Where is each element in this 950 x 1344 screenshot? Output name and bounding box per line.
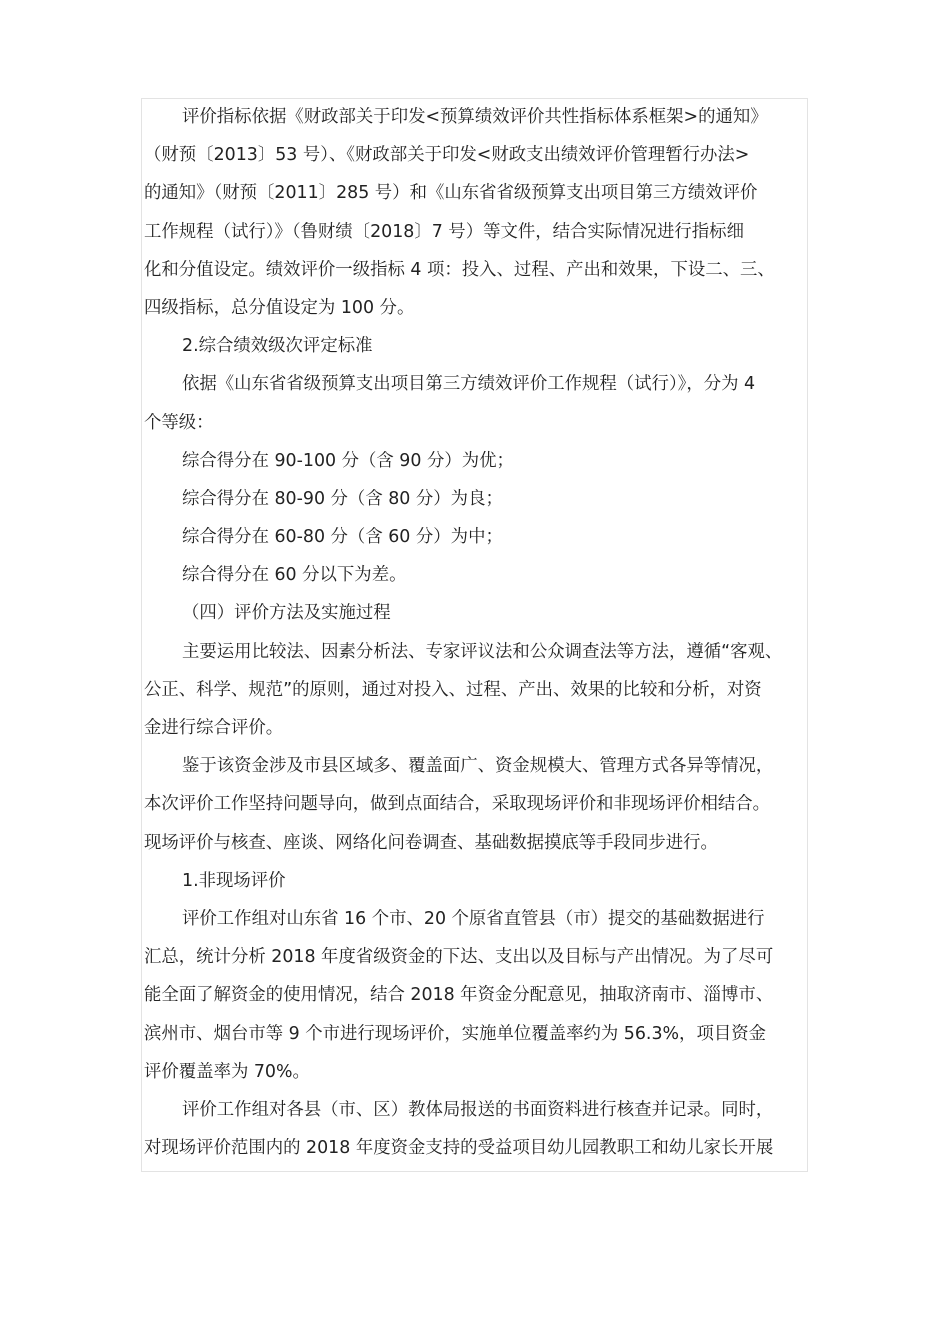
text-line: （四）评价方法及实施过程	[182, 603, 391, 624]
text-line: 金进行综合评价。	[144, 718, 284, 738]
text-line: 本次评价工作坚持问题导向，做到点面结合，采取现场评价和非现场评价相结合。	[144, 794, 771, 815]
text-line: 综合得分在 60-80 分（含 60 分）为中；	[182, 527, 503, 548]
text-line: 汇总，统计分析 2018 年度省级资金的下达、支出以及目标与产出情况。为了尽可	[144, 947, 774, 968]
text-line: 滨州市、烟台市等 9 个市进行现场评价，实施单位覆盖率约为 56.3%，项目资金	[144, 1023, 767, 1044]
text-line: 2.综合绩效级次评定标准	[182, 336, 373, 357]
text-line: 能全面了解资金的使用情况，结合 2018 年资金分配意见，抽取济南市、淄博市、	[144, 985, 774, 1006]
document-body	[144, 98, 808, 1167]
text-line: 个等级：	[144, 412, 214, 433]
text-line: 四级指标，总分值设定为 100 分。	[144, 297, 415, 318]
text-line: 评价指标依据《财政部关于印发<预算绩效评价共性指标体系框架>的通知》	[182, 107, 768, 127]
text-line: 1.非现场评价	[182, 870, 286, 891]
text-line: 评价工作组对山东省 16 个市、20 个原省直管县（市）提交的基础数据进行	[182, 908, 765, 929]
text-line: 现场评价与核查、座谈、网络化问卷调查、基础数据摸底等手段同步进行。	[144, 832, 718, 853]
text-line: 综合得分在 90-100 分（含 90 分）为优；	[182, 450, 514, 471]
text-line: 主要运用比较法、因素分析法、专家评议法和公众调查法等方法，遵循“客观、	[182, 641, 783, 662]
text-line: 综合得分在 80-90 分（含 80 分）为良；	[182, 488, 503, 509]
text-line: 对现场评价范围内的 2018 年度资金支持的受益项目幼儿园教职工和幼儿家长开展	[144, 1138, 774, 1159]
text-line: 评价工作组对各县（市、区）教体局报送的书面资料进行核查并记录。同时，	[182, 1099, 774, 1120]
text-line: 依据《山东省省级预算支出项目第三方绩效评价工作规程（试行）》，分为 4	[182, 374, 756, 395]
text-line: 工作规程（试行）》（鲁财绩〔2018〕7 号）等文件，结合实际情况进行指标细	[144, 221, 744, 242]
text-line: 的通知》（财预〔2011〕285 号）和《山东省省级预算支出项目第三方绩效评价	[144, 183, 758, 204]
text-line: （财预〔2013〕53 号）、《财政部关于印发<财政支出绩效评价管理暂行办法>	[144, 145, 750, 166]
text-line: 公正、科学、规范”的原则，通过对投入、过程、产出、效果的比较和分析，对资	[144, 679, 762, 700]
text-line: 综合得分在 60 分以下为差。	[182, 565, 407, 586]
text-line: 化和分值设定。绩效评价一级指标 4 项：投入、过程、产出和效果，下设二、三、	[144, 259, 775, 280]
text-line: 评价覆盖率为 70%。	[144, 1061, 310, 1082]
text-line: 鉴于该资金涉及市县区域多、覆盖面广、资金规模大、管理方式各异等情况，	[182, 756, 774, 777]
